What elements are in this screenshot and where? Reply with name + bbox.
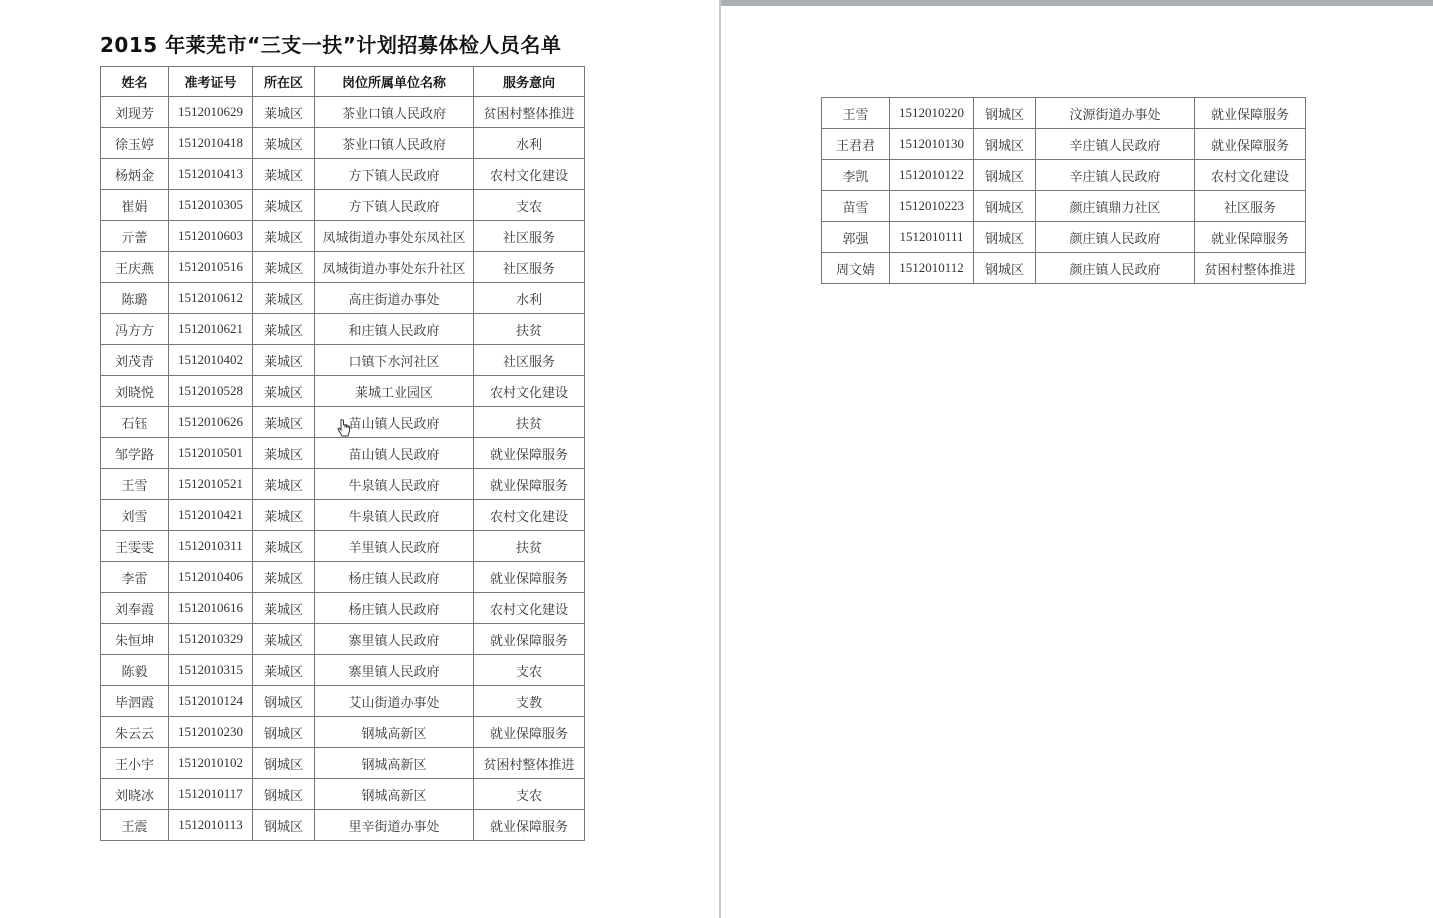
- hand-cursor-icon: [336, 419, 352, 439]
- cell-unit: 艾山街道办事处: [315, 686, 474, 717]
- cell-service: 农村文化建设: [474, 376, 585, 407]
- cell-name: 毕泗霞: [101, 686, 169, 717]
- cell-service: 扶贫: [474, 531, 585, 562]
- cell-unit: 苗山镇人民政府: [315, 438, 474, 469]
- cell-unit: 钢城高新区: [315, 748, 474, 779]
- cell-unit: 杨庄镇人民政府: [315, 593, 474, 624]
- cell-name: 王小宇: [101, 748, 169, 779]
- cell-exam-id: 1512010315: [169, 655, 253, 686]
- cell-exam-id: 1512010117: [169, 779, 253, 810]
- cell-unit: 羊里镇人民政府: [315, 531, 474, 562]
- cell-unit: 和庄镇人民政府: [315, 314, 474, 345]
- cell-exam-id: 1512010402: [169, 345, 253, 376]
- table-row: [101, 438, 585, 469]
- cell-unit: 颜庄镇人民政府: [1036, 253, 1195, 284]
- cell-district: 钢城区: [253, 810, 315, 841]
- cell-service: 就业保障服务: [474, 469, 585, 500]
- cell-exam-id: 1512010616: [169, 593, 253, 624]
- cell-service: 水利: [474, 283, 585, 314]
- cell-exam-id: 1512010516: [169, 252, 253, 283]
- cell-exam-id: 1512010111: [890, 222, 974, 253]
- cell-unit: 莱城工业园区: [315, 376, 474, 407]
- cell-exam-id: 1512010305: [169, 190, 253, 221]
- cell-district: 莱城区: [253, 159, 315, 190]
- cell-service: 农村文化建设: [474, 159, 585, 190]
- cell-name: 李雷: [101, 562, 169, 593]
- cell-name: 刘茂青: [101, 345, 169, 376]
- cell-service: 就业保障服务: [474, 624, 585, 655]
- table-row: [101, 593, 585, 624]
- roster-table-page-2: [821, 97, 1306, 284]
- cell-unit: 口镇下水河社区: [315, 345, 474, 376]
- cell-district: 莱城区: [253, 562, 315, 593]
- cell-service: 支农: [474, 779, 585, 810]
- cell-unit: 方下镇人民政府: [315, 159, 474, 190]
- cell-name: 苗雪: [822, 191, 890, 222]
- cell-name: 王君君: [822, 129, 890, 160]
- table-row: [101, 376, 585, 407]
- column-header-exam-id: 准考证号: [169, 67, 253, 97]
- cell-exam-id: 1512010130: [890, 129, 974, 160]
- cell-unit: 高庄街道办事处: [315, 283, 474, 314]
- cell-name: 王雪: [101, 469, 169, 500]
- cell-name: 杨炳金: [101, 159, 169, 190]
- cell-district: 莱城区: [253, 345, 315, 376]
- cell-exam-id: 1512010122: [890, 160, 974, 191]
- cell-name: 刘奉霞: [101, 593, 169, 624]
- cell-exam-id: 1512010413: [169, 159, 253, 190]
- table-row: [101, 221, 585, 252]
- cell-unit: 凤城街道办事处东升社区: [315, 252, 474, 283]
- cell-name: 王庆燕: [101, 252, 169, 283]
- cell-name: 朱云云: [101, 717, 169, 748]
- cell-service: 扶贫: [474, 314, 585, 345]
- table-row: [101, 562, 585, 593]
- cell-exam-id: 1512010603: [169, 221, 253, 252]
- cell-service: 社区服务: [474, 252, 585, 283]
- table-row: [822, 253, 1306, 284]
- table-row: [101, 97, 585, 128]
- cell-name: 徐玉婷: [101, 128, 169, 159]
- cell-exam-id: 1512010626: [169, 407, 253, 438]
- cell-name: 刘晓悦: [101, 376, 169, 407]
- table-row: [101, 252, 585, 283]
- table-row: [822, 160, 1306, 191]
- cell-district: 钢城区: [974, 222, 1036, 253]
- cell-service: 支农: [474, 655, 585, 686]
- column-header-name: 姓名: [101, 67, 169, 97]
- cell-service: 农村文化建设: [474, 593, 585, 624]
- cell-exam-id: 1512010112: [890, 253, 974, 284]
- cell-name: 刘现芳: [101, 97, 169, 128]
- cell-name: 郭强: [822, 222, 890, 253]
- cell-exam-id: 1512010102: [169, 748, 253, 779]
- cell-unit: 方下镇人民政府: [315, 190, 474, 221]
- cell-exam-id: 1512010418: [169, 128, 253, 159]
- cell-exam-id: 1512010329: [169, 624, 253, 655]
- cell-name: 冯方方: [101, 314, 169, 345]
- cell-district: 钢城区: [974, 129, 1036, 160]
- cell-unit: 寨里镇人民政府: [315, 624, 474, 655]
- cell-service: 就业保障服务: [474, 562, 585, 593]
- cell-service: 社区服务: [474, 345, 585, 376]
- cell-district: 钢城区: [253, 686, 315, 717]
- cell-service: 社区服务: [1195, 191, 1306, 222]
- cell-district: 莱城区: [253, 407, 315, 438]
- cell-exam-id: 1512010113: [169, 810, 253, 841]
- table-row: [101, 283, 585, 314]
- cell-service: 就业保障服务: [474, 438, 585, 469]
- cell-name: 陈毅: [101, 655, 169, 686]
- cell-district: 莱城区: [253, 469, 315, 500]
- cell-exam-id: 1512010621: [169, 314, 253, 345]
- cell-name: 邹学路: [101, 438, 169, 469]
- cell-unit: 牛泉镇人民政府: [315, 469, 474, 500]
- cell-unit: 钢城高新区: [315, 717, 474, 748]
- cell-district: 莱城区: [253, 252, 315, 283]
- cell-unit: 凤城街道办事处东凤社区: [315, 221, 474, 252]
- roster-table-page-1: [100, 66, 585, 841]
- table-row: [101, 128, 585, 159]
- cell-service: 社区服务: [474, 221, 585, 252]
- cell-service: 支农: [474, 190, 585, 221]
- cell-service: 就业保障服务: [1195, 98, 1306, 129]
- cell-district: 莱城区: [253, 221, 315, 252]
- cell-name: 朱恒坤: [101, 624, 169, 655]
- document-page-2: [721, 0, 1433, 918]
- cell-exam-id: 1512010421: [169, 500, 253, 531]
- cell-unit: 汶源街道办事处: [1036, 98, 1195, 129]
- cell-service: 支教: [474, 686, 585, 717]
- cell-service: 就业保障服务: [474, 717, 585, 748]
- cell-district: 钢城区: [253, 748, 315, 779]
- cell-exam-id: 1512010629: [169, 97, 253, 128]
- cell-service: 农村文化建设: [1195, 160, 1306, 191]
- cell-unit: 里辛街道办事处: [315, 810, 474, 841]
- table-row: [101, 345, 585, 376]
- table-row: [822, 98, 1306, 129]
- column-header-district: 所在区: [253, 67, 315, 97]
- cell-exam-id: 1512010223: [890, 191, 974, 222]
- cell-district: 莱城区: [253, 624, 315, 655]
- table-row: [822, 191, 1306, 222]
- cell-district: 钢城区: [974, 98, 1036, 129]
- cell-name: 亓蕾: [101, 221, 169, 252]
- cell-exam-id: 1512010124: [169, 686, 253, 717]
- table-row: [101, 190, 585, 221]
- cell-unit: 牛泉镇人民政府: [315, 500, 474, 531]
- cell-unit: 钢城高新区: [315, 779, 474, 810]
- document-title: 2015 年莱芜市“三支一扶”计划招募体检人员名单: [100, 33, 562, 57]
- cell-unit: 颜庄镇人民政府: [1036, 222, 1195, 253]
- cell-name: 王震: [101, 810, 169, 841]
- cell-service: 就业保障服务: [474, 810, 585, 841]
- cell-district: 钢城区: [974, 191, 1036, 222]
- cell-district: 莱城区: [253, 314, 315, 345]
- table-row: [101, 748, 585, 779]
- cell-name: 王雪: [822, 98, 890, 129]
- cell-unit: 颜庄镇鼎力社区: [1036, 191, 1195, 222]
- table-header-row: [101, 67, 585, 97]
- cell-district: 钢城区: [974, 160, 1036, 191]
- cell-name: 崔娟: [101, 190, 169, 221]
- cell-unit: 杨庄镇人民政府: [315, 562, 474, 593]
- cell-service: 贫困村整体推进: [474, 97, 585, 128]
- cell-exam-id: 1512010230: [169, 717, 253, 748]
- column-header-service: 服务意向: [474, 67, 585, 97]
- cell-district: 莱城区: [253, 97, 315, 128]
- cell-district: 莱城区: [253, 655, 315, 686]
- cell-district: 莱城区: [253, 593, 315, 624]
- cell-district: 钢城区: [974, 253, 1036, 284]
- cell-district: 莱城区: [253, 438, 315, 469]
- cell-name: 刘晓冰: [101, 779, 169, 810]
- cell-unit: 茶业口镇人民政府: [315, 128, 474, 159]
- table-row: [101, 531, 585, 562]
- cell-district: 莱城区: [253, 190, 315, 221]
- table-row: [101, 779, 585, 810]
- cell-district: 莱城区: [253, 128, 315, 159]
- cell-exam-id: 1512010612: [169, 283, 253, 314]
- cell-unit: 寨里镇人民政府: [315, 655, 474, 686]
- cell-exam-id: 1512010528: [169, 376, 253, 407]
- table-row: [101, 159, 585, 190]
- cell-service: 就业保障服务: [1195, 222, 1306, 253]
- cell-district: 莱城区: [253, 283, 315, 314]
- page-top-bar: [721, 0, 1433, 6]
- cell-exam-id: 1512010406: [169, 562, 253, 593]
- cell-name: 周文婧: [822, 253, 890, 284]
- table-row: [101, 500, 585, 531]
- cell-unit: 茶业口镇人民政府: [315, 97, 474, 128]
- column-header-unit: 岗位所属单位名称: [315, 67, 474, 97]
- cell-name: 陈璐: [101, 283, 169, 314]
- table-row: [822, 129, 1306, 160]
- cell-service: 农村文化建设: [474, 500, 585, 531]
- cell-name: 刘雪: [101, 500, 169, 531]
- cell-unit: 辛庄镇人民政府: [1036, 160, 1195, 191]
- cell-name: 王雯雯: [101, 531, 169, 562]
- cell-name: 李凯: [822, 160, 890, 191]
- cell-service: 水利: [474, 128, 585, 159]
- cell-district: 莱城区: [253, 531, 315, 562]
- cell-exam-id: 1512010521: [169, 469, 253, 500]
- cell-district: 莱城区: [253, 500, 315, 531]
- cell-district: 钢城区: [253, 717, 315, 748]
- cell-district: 钢城区: [253, 779, 315, 810]
- cell-service: 贫困村整体推进: [474, 748, 585, 779]
- table-row: [101, 810, 585, 841]
- cell-exam-id: 1512010501: [169, 438, 253, 469]
- cell-exam-id: 1512010220: [890, 98, 974, 129]
- cell-exam-id: 1512010311: [169, 531, 253, 562]
- table-row: [101, 655, 585, 686]
- table-row: [101, 624, 585, 655]
- cell-service: 就业保障服务: [1195, 129, 1306, 160]
- cell-service: 扶贫: [474, 407, 585, 438]
- table-row: [101, 686, 585, 717]
- cell-district: 莱城区: [253, 376, 315, 407]
- cell-unit: 辛庄镇人民政府: [1036, 129, 1195, 160]
- cell-service: 贫困村整体推进: [1195, 253, 1306, 284]
- table-row: [822, 222, 1306, 253]
- cell-unit: 苗山镇人民政府: [315, 407, 474, 438]
- cell-name: 石钰: [101, 407, 169, 438]
- table-row: [101, 469, 585, 500]
- table-row: [101, 717, 585, 748]
- table-row: [101, 314, 585, 345]
